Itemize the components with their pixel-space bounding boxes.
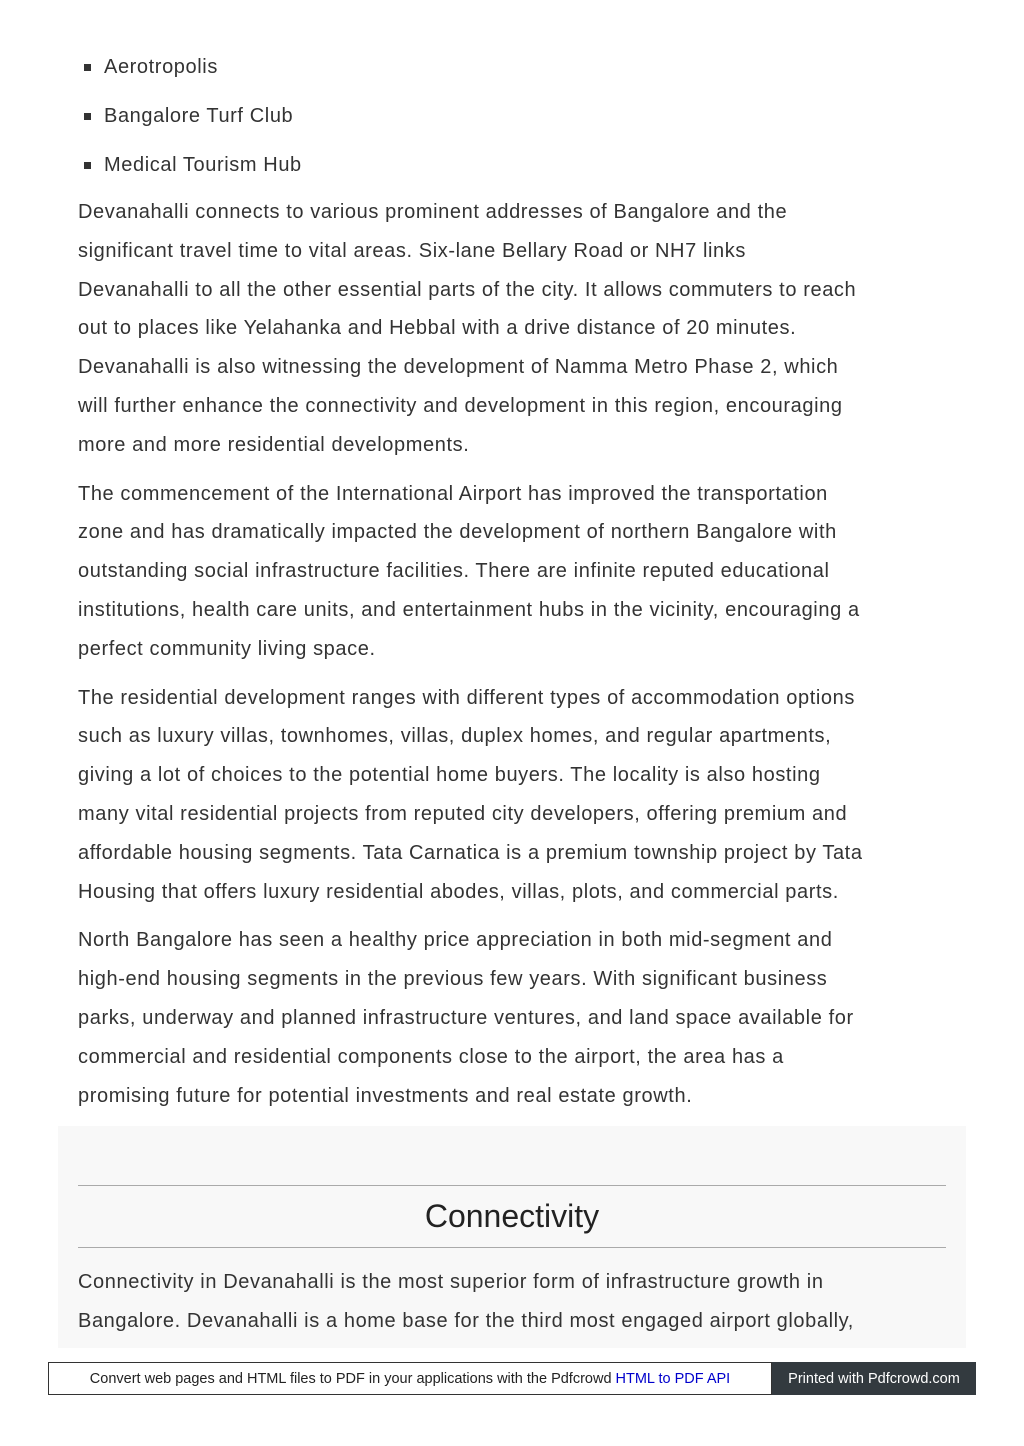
list-item-label: Bangalore Turf Club [104, 105, 294, 127]
section-heading: Connectivity [424, 1198, 600, 1234]
list-item-label: Medical Tourism Hub [104, 154, 302, 176]
paragraph-airport-impact [78, 475, 948, 669]
paragraph-price-appreciation [78, 921, 948, 1115]
paragraph-residential-options [78, 679, 948, 912]
list-item-label: Aerotropolis [104, 56, 218, 78]
text-line: zone and has dramatically impacted the development of northern Bangalore with [78, 521, 837, 544]
connectivity-paragraph [78, 1263, 958, 1341]
text-line: many vital residential projects from reputed city developers, offering premium and [78, 802, 848, 825]
text-line: affordable housing segments. Tata Carnatica is a premium township project by Tata [78, 841, 863, 864]
text-line: giving a lot of choices to the potential home buyers. The locality is also hosting [78, 764, 821, 787]
printed-with-text: Printed with Pdfcrowd.com [788, 1370, 960, 1387]
square-bullet-icon [84, 113, 91, 120]
text-line: will further enhance the connectivity and development in this region, encouraging [78, 394, 843, 417]
text-line: Devanahalli to all the other essential parts of the city. It allows commuters to reach [78, 278, 857, 301]
square-bullet-icon [84, 162, 91, 169]
text-line: more and more residential developments. [78, 433, 470, 456]
square-bullet-icon [84, 64, 91, 71]
amenities-list [78, 48, 948, 185]
text-line: Devanahalli connects to various prominent addresses of Bangalore and the [78, 201, 788, 223]
text-line: Devanahalli is also witnessing the development of Namma Metro Phase 2, which [78, 356, 839, 379]
list-item [78, 48, 948, 87]
text-line: promising future for potential investments and real estate growth. [78, 1084, 693, 1107]
printed-with-badge[interactable] [772, 1362, 976, 1395]
list-item [78, 97, 948, 136]
html-to-pdf-api-link[interactable]: HTML to PDF API [615, 1370, 731, 1387]
connectivity-section [58, 1126, 966, 1348]
text-line: commercial and residential components close to the airport, the area has a [78, 1045, 784, 1068]
text-line: Connectivity in Devanahalli is the most superior form of infrastructure growth in [78, 1271, 824, 1293]
paragraph-connectivity-overview [78, 193, 948, 465]
text-line: outstanding social infrastructure facilities. There are infinite reputed educational [78, 560, 830, 583]
text-line: parks, underway and planned infrastructure ventures, and land space available for [78, 1006, 854, 1029]
text-line: Bangalore. Devanahalli is a home base for the third most engaged airport globally, [78, 1309, 854, 1332]
article-body [78, 48, 948, 1125]
text-line: The residential development ranges with different types of accommodation options [78, 686, 855, 709]
text-line: perfect community living space. [78, 637, 376, 660]
text-line: North Bangalore has seen a healthy price appreciation in both mid-segment and [78, 929, 833, 952]
text-line: institutions, health care units, and entertainment hubs in the vicinity, encouraging a [78, 598, 860, 621]
text-line: The commencement of the International Airport has improved the transportation [78, 482, 828, 505]
text-line: such as luxury villas, townhomes, villas, duplex homes, and regular apartments, [78, 725, 832, 748]
text-line: significant travel time to vital areas. Six-lane Bellary Road or NH7 links [78, 239, 746, 262]
text-line: high-end housing segments in the previous few years. With significant business [78, 968, 828, 991]
divider [78, 1185, 946, 1186]
footer-promo [48, 1362, 772, 1395]
divider [78, 1247, 946, 1248]
text-line: Housing that offers luxury residential abodes, villas, plots, and commercial parts. [78, 880, 839, 903]
text-line: out to places like Yelahanka and Hebbal with a drive distance of 20 minutes. [78, 317, 797, 340]
pdfcrowd-footer [48, 1362, 976, 1395]
list-item [78, 146, 948, 185]
footer-promo-text: Convert web pages and HTML files to PDF in your applications with the Pdfcrowd [89, 1370, 612, 1387]
